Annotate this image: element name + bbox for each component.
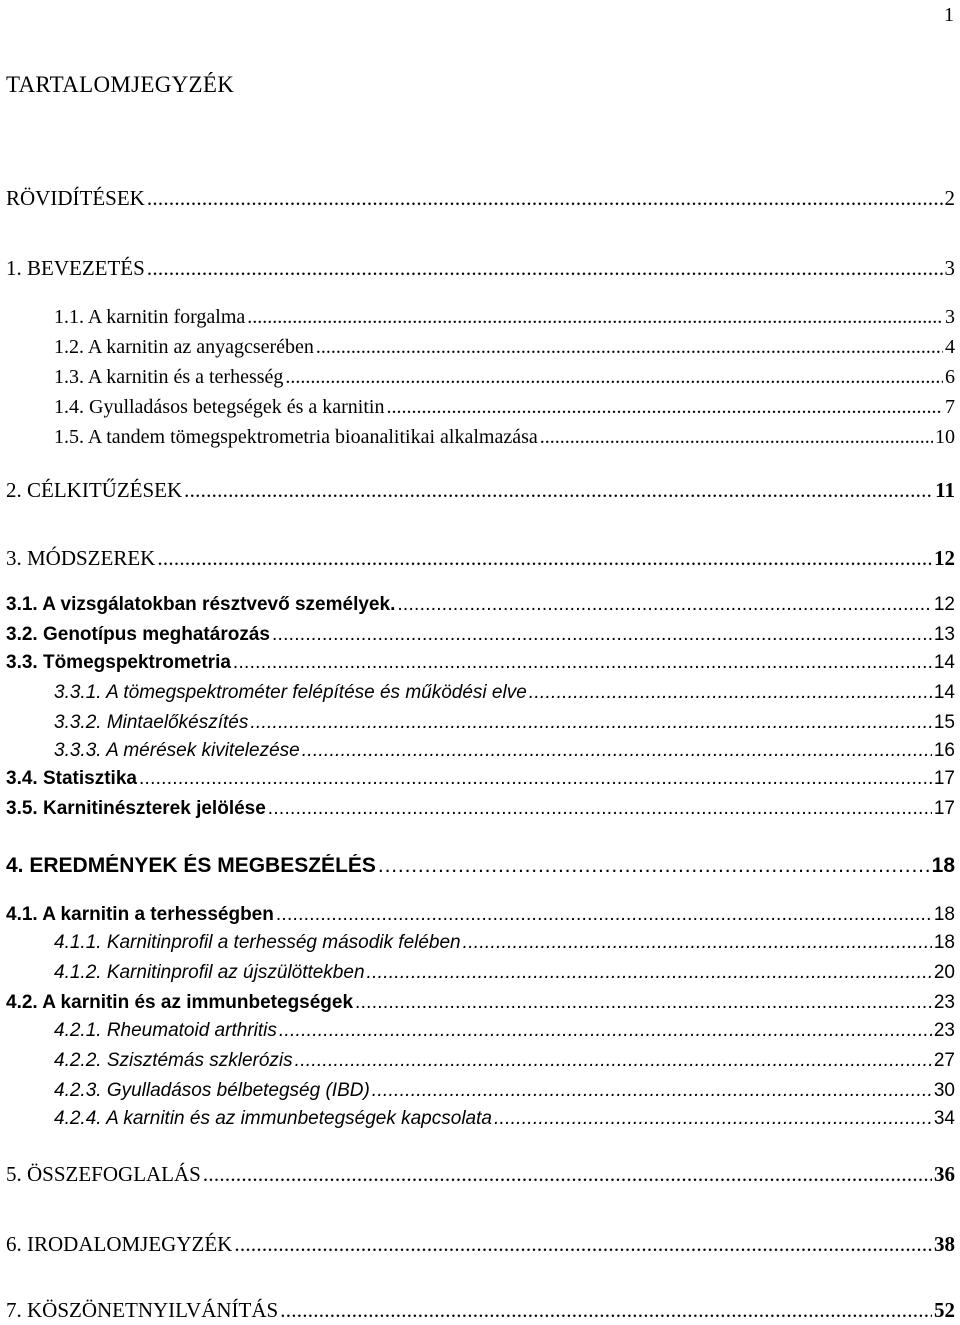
toc-entry-4-2-4[interactable]	[0, 1108, 960, 1134]
toc-entry-1-3[interactable]	[0, 366, 960, 392]
toc-entry-label: 3.1. A vizsgálatokban résztvevő személyek.	[6, 594, 396, 615]
leader-dots	[494, 1108, 932, 1130]
toc-entry-page: 12	[933, 594, 955, 615]
toc-entry-page: 34	[933, 1108, 955, 1129]
toc-entry-page: 23	[933, 1020, 955, 1041]
toc-entry-page: 14	[933, 652, 955, 673]
leader-dots	[372, 1080, 932, 1102]
toc-entry-label: 4.1.2. Karnitinprofil az újszülöttekben	[54, 962, 365, 983]
page-title: TARTALOMJEGYZÉK	[6, 72, 235, 97]
leader-dots	[367, 962, 932, 984]
toc-entry-label: 4. EREDMÉNYEK ÉS MEGBESZÉLÉS	[6, 854, 376, 877]
leader-dots	[355, 992, 932, 1014]
leader-dots	[378, 854, 930, 878]
toc-entry-page: 20	[933, 962, 955, 983]
toc-entry-label: 7. KÖSZÖNETNYILVÁNÍTÁS	[6, 1298, 279, 1322]
toc-entry-rovidites[interactable]	[0, 186, 960, 212]
toc-entry-page: 36	[934, 1162, 955, 1186]
page-number: 1	[944, 4, 954, 26]
leader-dots	[540, 426, 933, 449]
toc-entry-page: 10	[935, 426, 955, 448]
toc-entry-eredmenyek[interactable]	[0, 854, 960, 880]
toc-entry-3-4[interactable]	[0, 768, 960, 794]
leader-dots	[463, 932, 932, 954]
leader-dots	[233, 652, 932, 674]
toc-entry-page: 13	[933, 624, 955, 645]
toc-entry-page: 3	[944, 256, 955, 280]
toc-entry-page: 2	[944, 186, 955, 210]
toc-entry-label: 1.5. A tandem tömegspektrometria bioanalitikai alkalmazása	[54, 426, 538, 448]
leader-dots	[285, 366, 943, 389]
toc-entry-1-5[interactable]	[0, 426, 960, 452]
toc-entry-label: 1.3. A karnitin és a terhesség	[54, 366, 284, 388]
toc-entry-label: 3.5. Karnitinészterek jelölése	[6, 798, 266, 819]
toc-entry-page: 17	[933, 798, 955, 819]
leader-dots	[272, 624, 932, 646]
toc-entry-page: 30	[933, 1080, 955, 1101]
toc-entry-celkituzesek[interactable]	[0, 478, 960, 504]
toc-entry-modszerek[interactable]	[0, 546, 960, 572]
leader-dots	[247, 306, 943, 329]
toc-entry-4-2[interactable]	[0, 992, 960, 1018]
toc-entry-page: 14	[933, 682, 955, 703]
toc-entry-label: 4.1.1. Karnitinprofil a terhesség második felében	[54, 932, 461, 953]
toc-entry-osszefoglalas[interactable]	[0, 1162, 960, 1188]
leader-dots	[234, 1232, 932, 1257]
toc-entry-3-1[interactable]	[0, 594, 960, 620]
toc-entry-label: 4.2.2. Szisztémás szklerózis	[54, 1050, 293, 1071]
toc-entry-page: 18	[931, 854, 955, 877]
toc-entry-3-3[interactable]	[0, 652, 960, 678]
leader-dots	[279, 1020, 932, 1042]
leader-dots	[386, 396, 943, 419]
leader-dots	[184, 478, 933, 503]
toc-entry-page: 11	[935, 478, 955, 502]
toc-entry-bevezetes[interactable]	[0, 256, 960, 282]
toc-entry-page: 3	[945, 306, 955, 328]
toc-entry-label: 1.1. A karnitin forgalma	[54, 306, 246, 328]
leader-dots	[147, 186, 943, 211]
toc-entry-page: 18	[933, 932, 955, 953]
toc-entry-4-2-3[interactable]	[0, 1080, 960, 1106]
toc-entry-page: 23	[933, 992, 955, 1013]
toc-entry-label: 3.3.1. A tömegspektrométer felépítése és működési elve	[54, 682, 527, 703]
leader-dots	[203, 1162, 932, 1187]
toc-entry-koszonetnyilvanitas[interactable]	[0, 1298, 960, 1324]
toc-entry-label: 3.3. Tömegspektrometria	[6, 652, 231, 673]
toc-entry-label: 4.2.4. A karnitin és az immunbetegségek kapcsolata	[54, 1108, 492, 1129]
toc-entry-page: 52	[934, 1298, 955, 1322]
toc-entry-label: 5. ÖSSZEFOGLALÁS	[6, 1162, 201, 1186]
toc-entry-label: 4.2.3. Gyulladásos bélbetegség (IBD)	[54, 1080, 370, 1101]
toc-entry-label: 1. BEVEZETÉS	[6, 256, 145, 280]
toc-entry-4-2-2[interactable]	[0, 1050, 960, 1076]
leader-dots	[280, 1298, 932, 1323]
toc-entry-label: 1.2. A karnitin az anyagcserében	[54, 336, 314, 358]
toc-entry-4-2-1[interactable]	[0, 1020, 960, 1046]
toc-entry-1-1[interactable]	[0, 306, 960, 332]
leader-dots	[316, 336, 943, 359]
toc-entry-4-1-1[interactable]	[0, 932, 960, 958]
toc-entry-label: 4.1. A karnitin a terhességben	[6, 904, 274, 925]
toc-entry-page: 4	[945, 336, 955, 358]
toc-entry-label: 1.4. Gyulladásos betegségek és a karnitin	[54, 396, 385, 418]
leader-dots	[295, 1050, 932, 1072]
toc-entry-page: 18	[933, 904, 955, 925]
leader-dots	[157, 546, 932, 571]
toc-entry-3-3-2[interactable]	[0, 712, 960, 738]
toc-entry-label: 3. MÓDSZEREK	[6, 546, 156, 570]
leader-dots	[139, 768, 932, 790]
toc-entry-label: 4.2. A karnitin és az immunbetegségek	[6, 992, 354, 1013]
leader-dots	[268, 798, 932, 820]
toc-entry-label: 3.3.2. Mintaelőkészítés	[54, 712, 249, 733]
leader-dots	[397, 594, 932, 616]
toc-entry-label: RÖVIDÍTÉSEK	[6, 186, 145, 210]
toc-entry-page: 15	[933, 712, 955, 733]
toc-entry-4-1[interactable]	[0, 904, 960, 930]
toc-entry-label: 3.2. Genotípus meghatározás	[6, 624, 270, 645]
toc-entry-page: 12	[934, 546, 955, 570]
toc-entry-label: 4.2.1. Rheumatoid arthritis	[54, 1020, 277, 1041]
toc-entry-1-2[interactable]	[0, 336, 960, 362]
toc-entry-3-5[interactable]	[0, 798, 960, 824]
leader-dots	[276, 904, 932, 926]
toc-entry-page: 38	[934, 1232, 955, 1256]
toc-entry-irodalomjegyzek[interactable]	[0, 1232, 960, 1258]
toc-entry-label: 6. IRODALOMJEGYZÉK	[6, 1232, 233, 1256]
leader-dots	[250, 712, 932, 734]
leader-dots	[302, 740, 932, 762]
toc-entry-page: 6	[945, 366, 955, 388]
toc-entry-page: 7	[945, 396, 955, 418]
toc-entry-1-4[interactable]	[0, 396, 960, 422]
toc-entry-page: 27	[933, 1050, 955, 1071]
toc-entry-label: 3.4. Statisztika	[6, 768, 137, 789]
toc-entry-4-1-2[interactable]	[0, 962, 960, 988]
toc-entry-page: 17	[933, 768, 955, 789]
toc-entry-3-2[interactable]	[0, 624, 960, 650]
toc-entry-page: 16	[933, 740, 955, 761]
toc-entry-3-3-3[interactable]	[0, 740, 960, 766]
leader-dots	[529, 682, 932, 704]
toc-entry-label: 2. CÉLKITŰZÉSEK	[6, 478, 183, 502]
leader-dots	[147, 256, 943, 281]
toc-entry-label: 3.3.3. A mérések kivitelezése	[54, 740, 300, 761]
toc-entry-3-3-1[interactable]	[0, 682, 960, 708]
